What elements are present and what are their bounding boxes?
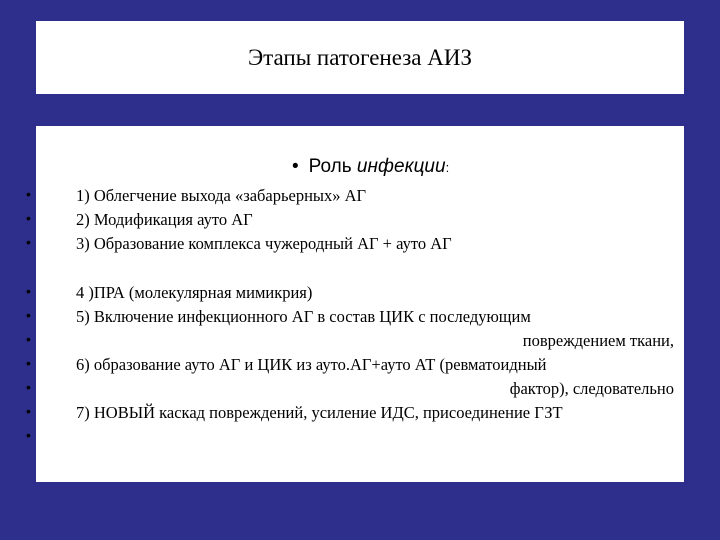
list-item <box>26 210 684 232</box>
subtitle-prefix: Роль <box>308 156 357 177</box>
item-text: 2) Модификация ауто АГ <box>76 210 253 229</box>
bullet: • <box>26 331 31 347</box>
bullet: • <box>26 403 31 419</box>
subtitle <box>292 156 449 178</box>
item-text: фактор), следовательно <box>509 379 674 398</box>
bullet: • <box>26 427 31 443</box>
item-text: 3) Образование комплекса чужеродный АГ + ауто АГ <box>76 234 452 253</box>
list-item <box>26 331 684 353</box>
list-item <box>26 403 684 425</box>
bullet: • <box>26 283 31 299</box>
list-item <box>26 355 684 377</box>
bullet: • <box>26 234 31 250</box>
item-text: повреждением ткани, <box>522 331 674 350</box>
item-text: 1) Облегчение выхода «забарьерных» АГ <box>76 186 367 205</box>
bullet: • <box>26 186 31 202</box>
list-item <box>26 234 684 256</box>
list-item <box>26 283 684 305</box>
bullet: • <box>26 379 31 395</box>
bullet: • <box>26 355 31 371</box>
item-text: 5) Включение инфекционного АГ в состав ЦИК с последующим <box>76 307 531 326</box>
list-item <box>26 427 684 449</box>
bullet: • <box>292 156 299 177</box>
item-text: 6) образование ауто АГ и ЦИК из ауто.АГ+ауто АТ (ревматоидный <box>76 355 547 374</box>
slide-title: Этапы патогенеза АИЗ <box>247 45 473 70</box>
content-box <box>26 126 684 482</box>
bullet: • <box>26 307 31 323</box>
subtitle-italic: инфекции <box>356 156 446 177</box>
list-item <box>26 379 684 401</box>
item-text: 7) НОВЫЙ каскад повреждений, усиление ИДС, присоединение ГЗТ <box>76 403 563 422</box>
bullet: • <box>26 210 31 226</box>
list-item <box>26 186 684 208</box>
title-box <box>36 21 684 94</box>
item-text: 4 )ПРА (молекулярная мимикрия) <box>76 283 313 302</box>
subtitle-colon: : <box>445 160 450 175</box>
list-item <box>26 307 684 329</box>
